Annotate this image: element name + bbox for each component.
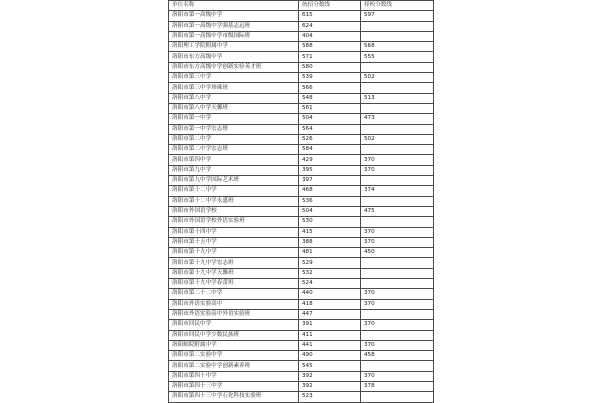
choice-cutoff-cell	[361, 21, 434, 31]
school-name-cell: 洛阳市第二中学	[169, 134, 299, 144]
table-row	[169, 248, 434, 258]
table-row	[169, 186, 434, 196]
school-name-cell: 洛阳市外语实验高中外语实验班	[169, 309, 299, 319]
regular-cutoff-cell: 440	[299, 289, 361, 299]
regular-cutoff-cell: 391	[299, 320, 361, 330]
column-header-choice-cutoff: 择校分数线	[361, 1, 434, 11]
regular-cutoff-cell: 532	[299, 268, 361, 278]
school-name-cell: 洛阳市东方高级中学创新实验英才班	[169, 62, 299, 72]
school-name-cell: 洛阳市第九中学	[169, 165, 299, 175]
choice-cutoff-cell: 370	[361, 237, 434, 247]
school-name-cell: 洛阳市第二十二中学	[169, 289, 299, 299]
school-name-cell: 洛阳市第二实验中学创新素养班	[169, 361, 299, 371]
column-header-regular-cutoff: 统招分数线	[299, 1, 361, 11]
regular-cutoff-cell: 566	[299, 83, 361, 93]
column-header-school: 单位名称	[169, 1, 299, 11]
table-row	[169, 114, 434, 124]
choice-cutoff-cell: 378	[361, 381, 434, 391]
choice-cutoff-cell	[361, 176, 434, 186]
school-name-cell: 洛阳市外国语学校	[169, 206, 299, 216]
regular-cutoff-cell: 584	[299, 145, 361, 155]
regular-cutoff-cell: 624	[299, 21, 361, 31]
table-row	[169, 279, 434, 289]
choice-cutoff-cell	[361, 31, 434, 41]
school-name-cell: 洛阳市回民中学少数民族班	[169, 330, 299, 340]
table-row	[169, 165, 434, 175]
table-row	[169, 103, 434, 113]
choice-cutoff-cell: 458	[361, 351, 434, 361]
regular-cutoff-cell: 415	[299, 227, 361, 237]
table-row	[169, 93, 434, 103]
table-row	[169, 289, 434, 299]
choice-cutoff-cell: 370	[361, 299, 434, 309]
table-row	[169, 309, 434, 319]
school-name-cell: 洛阳市第四十中学	[169, 371, 299, 381]
regular-cutoff-cell: 404	[299, 31, 361, 41]
table-row	[169, 299, 434, 309]
school-name-cell: 洛阳市第三中学珍珠班	[169, 83, 299, 93]
regular-cutoff-cell: 441	[299, 340, 361, 350]
choice-cutoff-cell: 502	[361, 134, 434, 144]
regular-cutoff-cell: 561	[299, 103, 361, 113]
choice-cutoff-cell: 555	[361, 52, 434, 62]
school-name-cell: 洛阳市回民中学	[169, 320, 299, 330]
regular-cutoff-cell: 580	[299, 62, 361, 72]
choice-cutoff-cell	[361, 268, 434, 278]
school-name-cell: 洛阳市第一中学	[169, 114, 299, 124]
school-name-cell: 洛阳市第一高级中学市级国际班	[169, 31, 299, 41]
choice-cutoff-cell: 597	[361, 11, 434, 21]
choice-cutoff-cell: 568	[361, 42, 434, 52]
regular-cutoff-cell: 504	[299, 114, 361, 124]
table-row	[169, 361, 434, 371]
table-row	[169, 42, 434, 52]
table-row	[169, 83, 434, 93]
regular-cutoff-cell: 571	[299, 52, 361, 62]
choice-cutoff-cell	[361, 103, 434, 113]
table-row	[169, 62, 434, 72]
choice-cutoff-cell: 513	[361, 93, 434, 103]
regular-cutoff-cell: 545	[299, 361, 361, 371]
table-body	[169, 11, 434, 402]
choice-cutoff-cell	[361, 330, 434, 340]
school-name-cell: 洛阳市第十二中学永盛班	[169, 196, 299, 206]
choice-cutoff-cell	[361, 62, 434, 72]
regular-cutoff-cell: 588	[299, 42, 361, 52]
school-name-cell: 洛阳师院附属中学	[169, 340, 299, 350]
table-row	[169, 124, 434, 134]
regular-cutoff-cell: 418	[299, 299, 361, 309]
table-row	[169, 392, 434, 402]
school-name-cell: 洛阳市第一中学宏志班	[169, 124, 299, 134]
choice-cutoff-cell	[361, 145, 434, 155]
school-name-cell: 洛阳市外语实验高中	[169, 299, 299, 309]
school-name-cell: 洛阳市东方高级中学	[169, 52, 299, 62]
header-row	[169, 1, 434, 11]
school-name-cell: 洛阳市第十九中学宏志班	[169, 258, 299, 268]
regular-cutoff-cell: 429	[299, 155, 361, 165]
regular-cutoff-cell: 504	[299, 206, 361, 216]
choice-cutoff-cell: 473	[361, 114, 434, 124]
school-name-cell: 洛阳市第十四中学	[169, 227, 299, 237]
choice-cutoff-cell: 370	[361, 165, 434, 175]
choice-cutoff-cell: 450	[361, 248, 434, 258]
table-row	[169, 351, 434, 361]
school-name-cell: 洛阳市第四中学	[169, 155, 299, 165]
choice-cutoff-cell	[361, 309, 434, 319]
choice-cutoff-cell	[361, 279, 434, 289]
school-name-cell: 洛阳市第一高级中学强基志远班	[169, 21, 299, 31]
cutoff-score-table	[168, 0, 434, 403]
table-row	[169, 371, 434, 381]
table-row	[169, 134, 434, 144]
choice-cutoff-cell: 370	[361, 371, 434, 381]
table-row	[169, 31, 434, 41]
choice-cutoff-cell: 370	[361, 340, 434, 350]
table-row	[169, 21, 434, 31]
table-row	[169, 217, 434, 227]
regular-cutoff-cell: 526	[299, 134, 361, 144]
school-name-cell: 洛阳市第十五中学	[169, 237, 299, 247]
school-name-cell: 洛阳市第八中学	[169, 93, 299, 103]
school-name-cell: 洛阳市外国语学校外语实验班	[169, 217, 299, 227]
regular-cutoff-cell: 447	[299, 309, 361, 319]
regular-cutoff-cell: 411	[299, 330, 361, 340]
regular-cutoff-cell: 397	[299, 176, 361, 186]
table-row	[169, 330, 434, 340]
school-name-cell: 洛阳理工学院附属中学	[169, 42, 299, 52]
choice-cutoff-cell	[361, 392, 434, 402]
choice-cutoff-cell	[361, 196, 434, 206]
regular-cutoff-cell: 392	[299, 381, 361, 391]
school-name-cell: 洛阳市第十九中学春蕾班	[169, 279, 299, 289]
regular-cutoff-cell: 523	[299, 392, 361, 402]
choice-cutoff-cell	[361, 217, 434, 227]
table-row	[169, 145, 434, 155]
table-row	[169, 237, 434, 247]
regular-cutoff-cell: 395	[299, 165, 361, 175]
regular-cutoff-cell: 392	[299, 371, 361, 381]
table-row	[169, 176, 434, 186]
school-name-cell: 洛阳市第四十三中学	[169, 381, 299, 391]
table-row	[169, 258, 434, 268]
table-row	[169, 340, 434, 350]
table-row	[169, 206, 434, 216]
school-name-cell: 洛阳市第三中学	[169, 73, 299, 83]
school-name-cell: 洛阳市第四十三中学石化科技实验班	[169, 392, 299, 402]
choice-cutoff-cell: 475	[361, 206, 434, 216]
table-row	[169, 155, 434, 165]
school-name-cell: 洛阳市第十二中学	[169, 186, 299, 196]
choice-cutoff-cell	[361, 361, 434, 371]
choice-cutoff-cell: 370	[361, 320, 434, 330]
regular-cutoff-cell: 524	[299, 279, 361, 289]
regular-cutoff-cell: 615	[299, 11, 361, 21]
table-row	[169, 320, 434, 330]
regular-cutoff-cell: 490	[299, 351, 361, 361]
regular-cutoff-cell: 481	[299, 248, 361, 258]
regular-cutoff-cell: 539	[299, 73, 361, 83]
school-name-cell: 洛阳市第十九中学天馨班	[169, 268, 299, 278]
table-row	[169, 268, 434, 278]
school-name-cell: 洛阳市第九中学国际艺术班	[169, 176, 299, 186]
regular-cutoff-cell: 548	[299, 93, 361, 103]
choice-cutoff-cell	[361, 124, 434, 134]
school-name-cell: 洛阳市第十九中学	[169, 248, 299, 258]
choice-cutoff-cell	[361, 83, 434, 93]
regular-cutoff-cell: 529	[299, 258, 361, 268]
choice-cutoff-cell: 374	[361, 186, 434, 196]
table-row	[169, 73, 434, 83]
school-name-cell: 洛阳市第二实验中学	[169, 351, 299, 361]
school-name-cell: 洛阳市第一高级中学	[169, 11, 299, 21]
choice-cutoff-cell: 502	[361, 73, 434, 83]
table-row	[169, 227, 434, 237]
table-row	[169, 52, 434, 62]
regular-cutoff-cell: 530	[299, 217, 361, 227]
regular-cutoff-cell: 468	[299, 186, 361, 196]
table-row	[169, 11, 434, 21]
regular-cutoff-cell: 388	[299, 237, 361, 247]
table-row	[169, 381, 434, 391]
regular-cutoff-cell: 536	[299, 196, 361, 206]
choice-cutoff-cell: 370	[361, 227, 434, 237]
regular-cutoff-cell: 564	[299, 124, 361, 134]
school-name-cell: 洛阳市第八中学天馨班	[169, 103, 299, 113]
choice-cutoff-cell: 370	[361, 289, 434, 299]
choice-cutoff-cell	[361, 258, 434, 268]
table-row	[169, 196, 434, 206]
choice-cutoff-cell: 370	[361, 155, 434, 165]
school-name-cell: 洛阳市第二中学宏志班	[169, 145, 299, 155]
